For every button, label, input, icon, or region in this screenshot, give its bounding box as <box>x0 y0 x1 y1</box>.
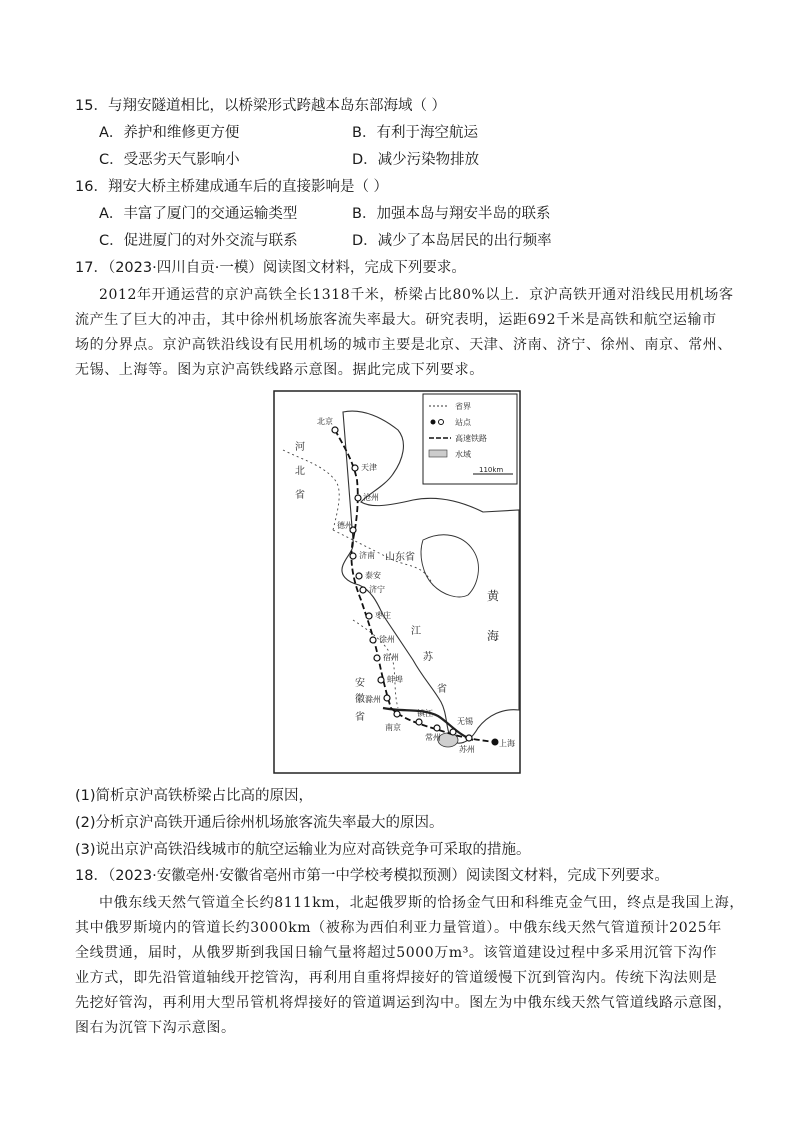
station-suzhou <box>466 735 472 741</box>
station-nanjing <box>394 711 400 717</box>
q18-material-line: 中俄东线天然气管道全长约8111km，北起俄罗斯的恰扬金气田和科维克金气田，终点是我国上海， <box>99 895 744 911</box>
station-taian <box>356 573 362 579</box>
label-jiangsu-2: 苏 <box>423 652 433 663</box>
station-bengbu <box>378 677 384 683</box>
label-chuzhou: 滁州 <box>365 695 381 704</box>
label-shandong: 山东省 <box>385 552 415 563</box>
q18-material-line: 图右为沉管下沟示意图。 <box>75 1020 236 1036</box>
station-suzhou-ah <box>374 655 380 661</box>
q15-option-b: B．有利于海空航运 <box>352 125 478 141</box>
label-changzhou: 常州 <box>425 733 441 742</box>
station-beijing <box>332 427 338 433</box>
label-suzhou: 苏州 <box>459 745 475 754</box>
q17-subquestion: (2)分析京沪高铁开通后徐州机场旅客流失率最大的原因。 <box>75 815 444 831</box>
label-zaozhuang: 枣庄 <box>375 611 391 620</box>
label-jinan: 济南 <box>359 551 375 560</box>
label-yellow-sea-2: 海 <box>487 629 500 643</box>
label-bengbu: 蚌埠 <box>387 675 403 684</box>
label-zhenjiang: 镇江 <box>417 709 433 718</box>
station-shanghai <box>492 739 499 746</box>
q18-material-line: 全线贯通，届时，从俄罗斯到我国日输气量将超过5000万m³。该管道建设过程中多采用沉管下沟作 <box>75 945 718 961</box>
q16-option-b: B．加强本岛与翔安半岛的联系 <box>352 206 551 222</box>
label-jiangsu-3: 省 <box>437 684 447 695</box>
label-anhui-1: 安 <box>355 678 365 689</box>
label-hebei-3: 省 <box>295 490 305 501</box>
legend-water-symbol <box>429 450 447 457</box>
q15-option-d: D．减少污染物排放 <box>352 152 480 168</box>
q17-material-line: 流产生了巨大的冲击，其中徐州机场旅客流失率最大。研究表明，运距692千米是高铁和航空运输市 <box>75 312 717 328</box>
legend-railway: 高速铁路 <box>455 434 487 443</box>
station-jinan <box>350 553 356 559</box>
q18-material-line: 业方式，即先沿管道轴线开挖管沟，再利用自重将焊接好的管道缓慢下沉到管沟内。传统下沟法则是 <box>75 970 718 986</box>
jinghu-railway-map <box>273 390 521 774</box>
legend-scale: 110km <box>479 466 504 474</box>
legend-province-border: 省界 <box>455 402 471 411</box>
lake-taihu <box>438 733 458 747</box>
label-jiangsu-1: 江 <box>411 626 421 637</box>
label-dezhou: 德州 <box>337 521 353 530</box>
q17-material-line: 2012年开通运营的京沪高铁全长1318千米，桥梁占比80%以上．京沪高铁开通对沿线民用机场客 <box>99 287 734 303</box>
station-chuzhou <box>384 695 390 701</box>
label-taian: 泰安 <box>365 571 381 580</box>
label-anhui-2: 徽 <box>355 694 365 705</box>
legend-station-dot-icon <box>431 420 436 425</box>
label-beijing: 北京 <box>317 417 333 426</box>
label-cangzhou: 沧州 <box>363 493 379 502</box>
label-shanghai: 上海 <box>499 739 515 748</box>
station-xuzhou <box>370 637 376 643</box>
q17-subquestion: (3)说出京沪高铁沿线城市的航空运输业为应对高铁竞争可采取的措施。 <box>75 842 531 858</box>
q18-material-line: 其中俄罗斯境内的管道长约3000km（被称为西伯利亚力量管道）。中俄东线天然气管道预计2025年 <box>75 920 722 936</box>
label-yellow-sea-1: 黄 <box>487 589 500 603</box>
label-suzhou-ah: 宿州 <box>383 653 399 662</box>
q16-stem: 16．翔安大桥主桥建成通车后的直接影响是（ ） <box>75 179 389 195</box>
label-tianjin: 天津 <box>361 463 377 472</box>
q16-option-a: A．丰富了厦门的交通运输类型 <box>99 206 298 222</box>
map-legend <box>423 394 517 484</box>
label-hebei-2: 北 <box>295 466 305 477</box>
station-cangzhou <box>355 495 361 501</box>
legend-station-circle-icon <box>439 420 444 425</box>
label-hebei-1: 河 <box>295 442 305 453</box>
q15-option-a: A．养护和维修更方便 <box>99 125 240 141</box>
station-jining <box>360 587 366 593</box>
station-zaozhuang <box>366 613 372 619</box>
station-changzhou <box>434 725 440 731</box>
q15-option-c: C．受恶劣天气影响小 <box>99 152 240 168</box>
q18-material-line: 先挖好管沟，再利用大型吊管机将焊接好的管道调运到沟中。图左为中俄东线天然气管道线路示意图， <box>75 995 732 1011</box>
q17-stem: 17．（2023·四川自贡·一模）阅读图文材料，完成下列要求。 <box>75 260 466 276</box>
label-anhui-3: 省 <box>355 712 365 723</box>
q17-material-line: 无锡、上海等。图为京沪高铁线路示意图。据此完成下列要求。 <box>75 362 484 378</box>
station-wuxi <box>450 729 456 735</box>
q16-option-c: C．促进厦门的对外交流与联系 <box>99 233 298 249</box>
q17-subquestion: (1)简析京沪高铁桥梁占比高的原因， <box>75 788 314 804</box>
station-zhenjiang <box>416 719 422 725</box>
legend-station: 站点 <box>455 418 471 427</box>
label-xuzhou: 徐州 <box>379 635 395 644</box>
q16-option-d: D．减少了本岛居民的出行频率 <box>352 233 552 249</box>
station-tianjin <box>352 465 358 471</box>
q17-material-line: 场的分界点。京沪高铁沿线设有民用机场的城市主要是北京、天津、济南、济宁、徐州、南京、常州、 <box>75 337 732 353</box>
label-jining: 济宁 <box>369 585 385 594</box>
q18-stem: 18．（2023·安徽亳州·安徽省亳州市第一中学校考模拟预测）阅读图文材料，完成下列要求。 <box>75 868 669 884</box>
legend-water: 水域 <box>455 450 471 459</box>
q15-stem: 15．与翔安隧道相比，以桥梁形式跨越本岛东部海域（ ） <box>75 98 447 114</box>
label-nanjing: 南京 <box>385 723 401 732</box>
label-wuxi: 无锡 <box>457 717 473 726</box>
